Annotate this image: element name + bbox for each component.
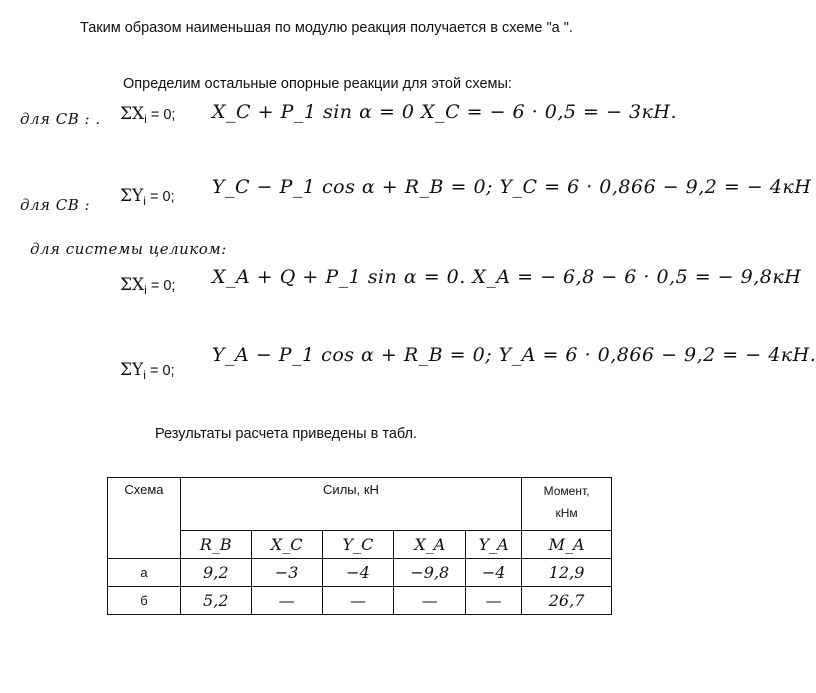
eq4-sum: $\Sigma Y_i = 0$; [120,360,175,382]
eq3-label: для системы целиком: [30,240,227,258]
eq2-sum: $\Sigma Y_i = 0$; [120,186,175,208]
row-cell: — [322,587,394,615]
table-header-row [108,478,612,531]
eq3-work: X_A + Q + P_1 sin α = 0. X_A = − 6,8 − 6 · 0,5 = − 9,8кН [212,266,802,288]
row-cell: 9,2 [180,559,251,587]
eq2-label: для СВ : [20,196,91,214]
eq1-label: для СВ : . [20,110,101,128]
header-forces: Силы, кН [180,478,521,531]
row-cell: −9,8 [394,559,466,587]
subheader-yc: Y_C [322,531,394,559]
row-cell: −4 [322,559,394,587]
table-row [108,559,612,587]
results-table [107,477,612,615]
subheader-ma: M_A [522,531,612,559]
subheader-xa: X_A [394,531,466,559]
row-cell: −3 [251,559,322,587]
table-row [108,587,612,615]
row-cell: — [251,587,322,615]
table-subheader-row [108,531,612,559]
row-cell: −4 [466,559,522,587]
header-moment: Момент, кНм [522,478,612,531]
row-cell: — [394,587,466,615]
header-scheme: Схема [108,478,181,559]
eq2-work: Y_C − P_1 cos α + R_B = 0; Y_C = 6 · 0,866 − 9,2 = − 4кН [212,176,812,198]
results-caption: Результаты расчета приведены в табл. [155,426,418,442]
subtitle-text: Определим остальные опорные реакции для этой схемы: [123,76,512,92]
subheader-ya: Y_A [466,531,522,559]
row-cell: 26,7 [522,587,612,615]
intro-text: Таким образом наименьшая по модулю реакция получается в схеме "а ". [80,20,573,36]
row-cell: 5,2 [180,587,251,615]
row-cell: 12,9 [522,559,612,587]
subheader-xc: X_C [251,531,322,559]
row-scheme: б [108,587,181,615]
eq1-sum: $\Sigma X_i = 0$; [120,104,176,126]
row-scheme: а [108,559,181,587]
eq3-sum: $\Sigma X_i = 0$; [120,275,176,297]
eq4-work: Y_A − P_1 cos α + R_B = 0; Y_A = 6 · 0,866 − 9,2 = − 4кН. [212,344,816,366]
subheader-rb: R_B [180,531,251,559]
eq1-work: X_C + P_1 sin α = 0 X_C = − 6 · 0,5 = − 3кН. [212,101,677,123]
row-cell: — [466,587,522,615]
